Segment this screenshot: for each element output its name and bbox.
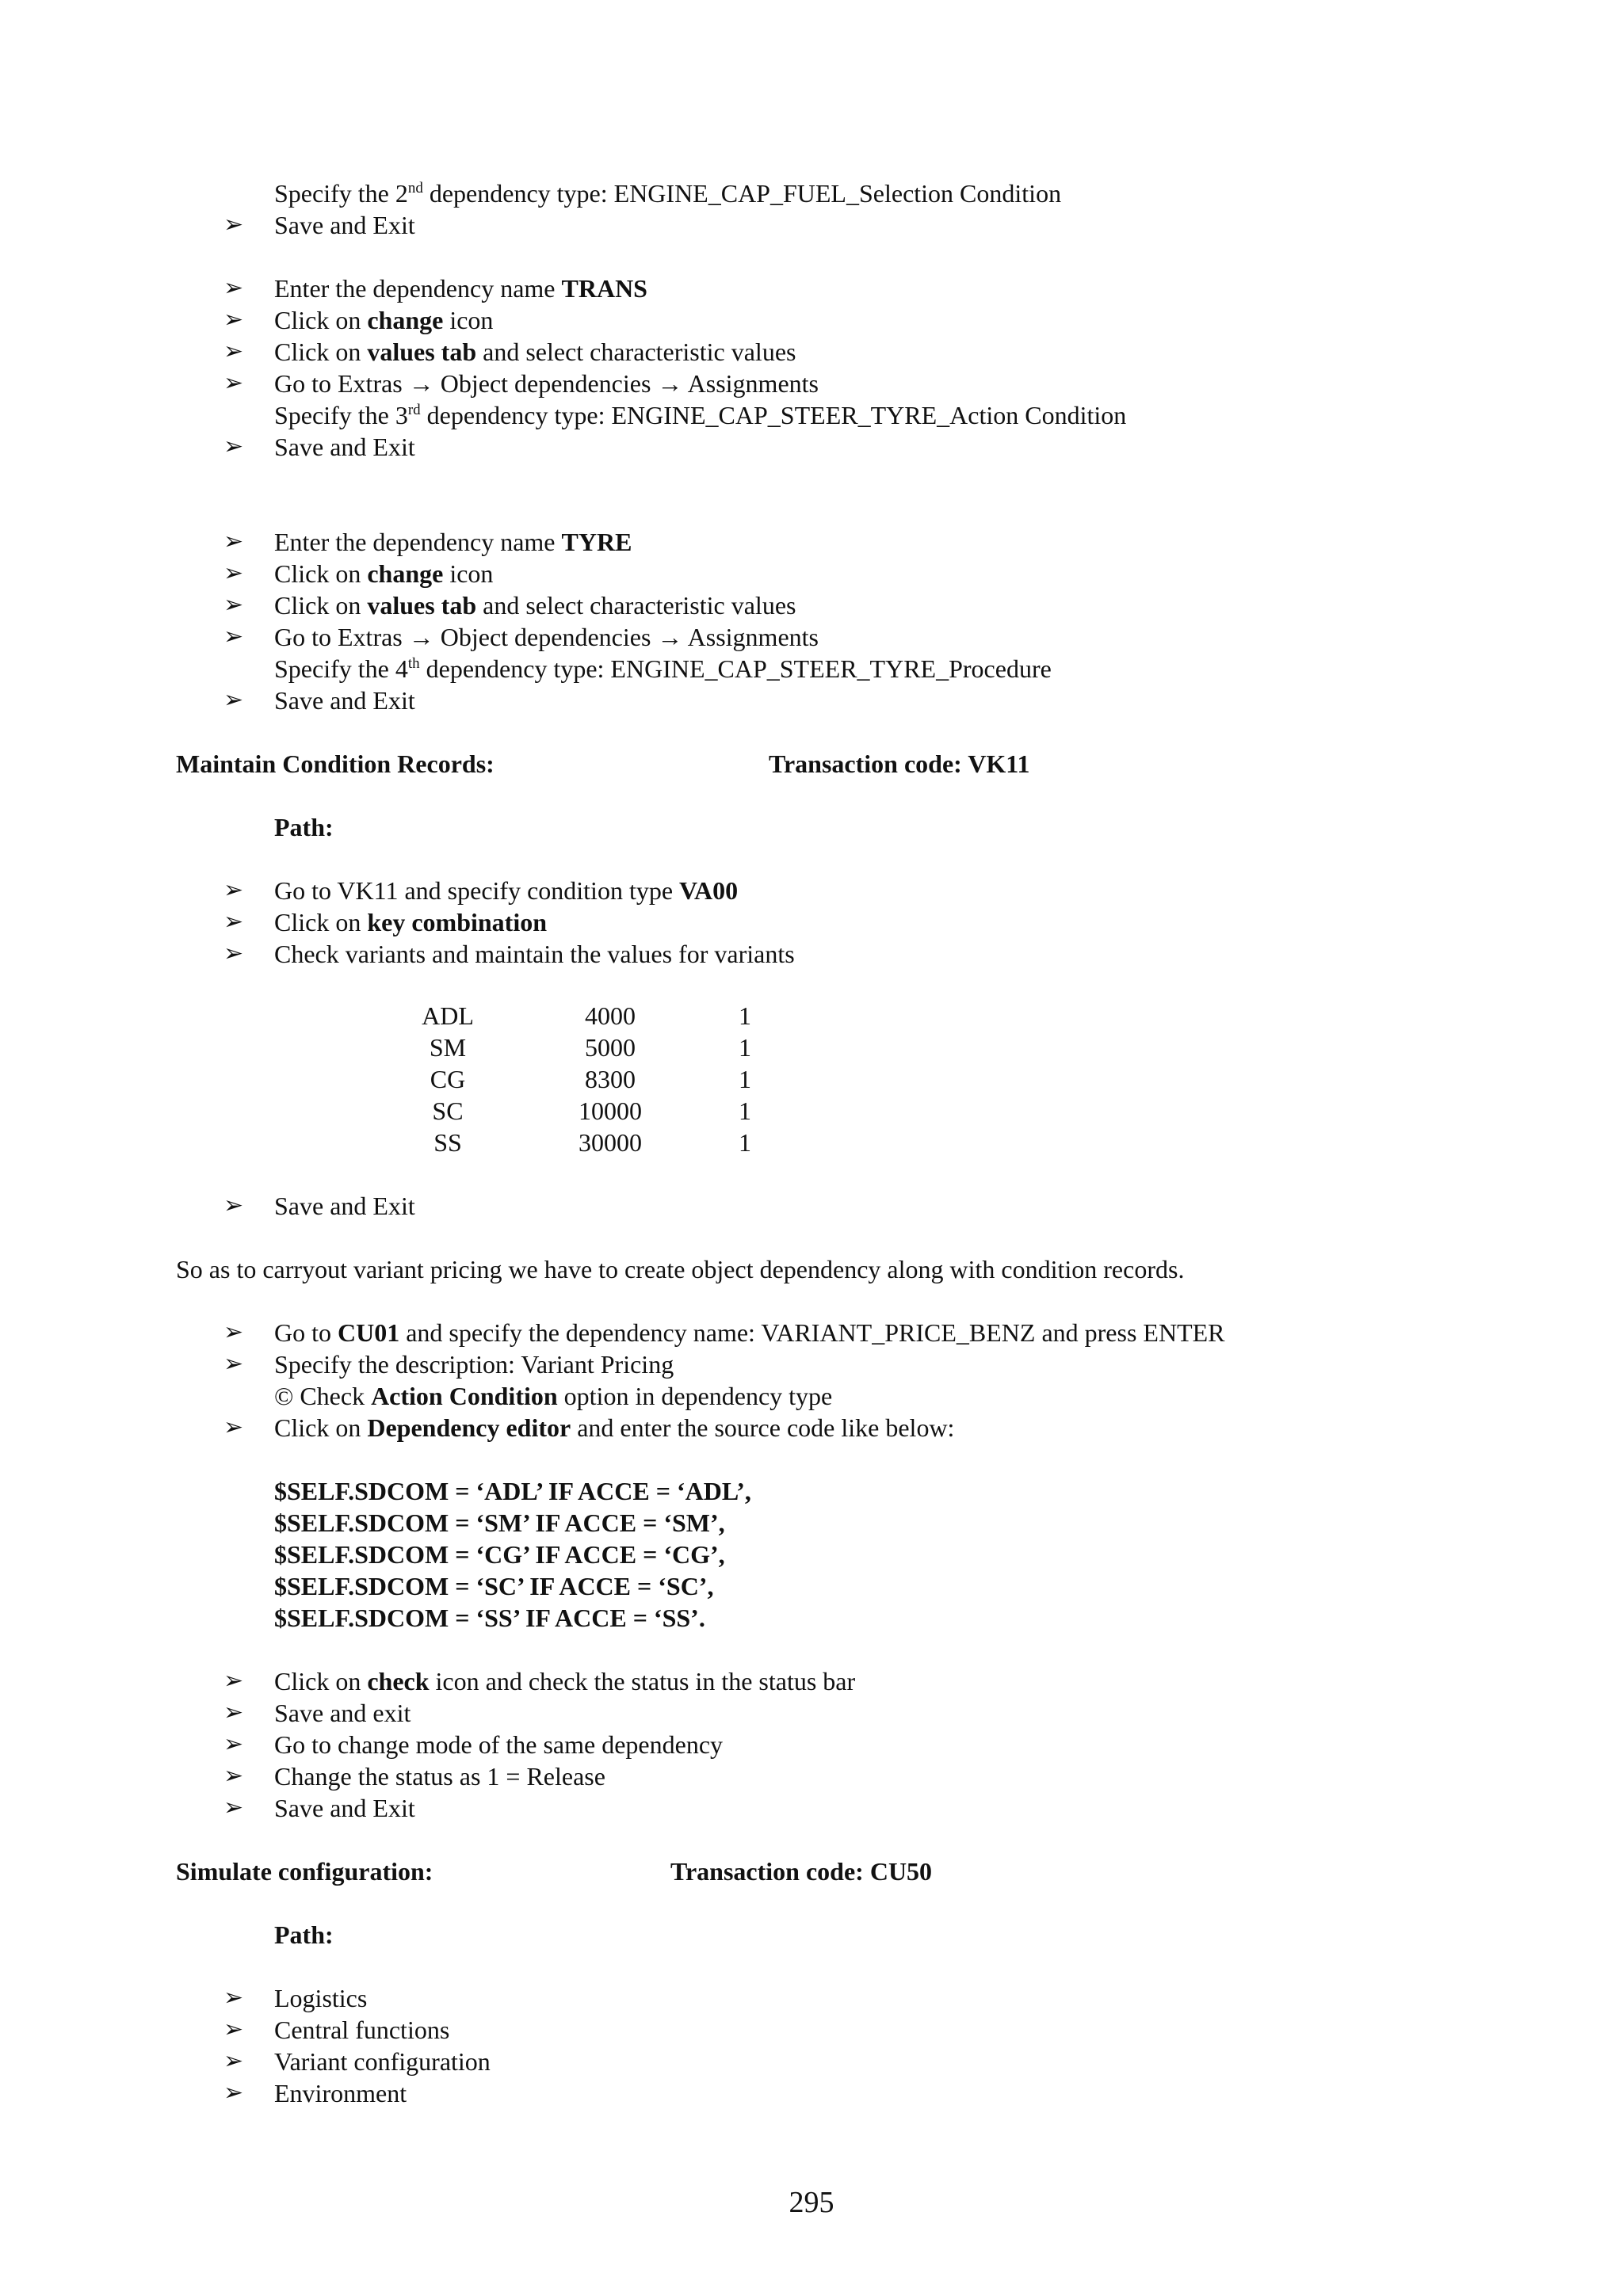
vk11-transaction-code: Transaction code: VK11 (769, 749, 1030, 778)
save-exit-tyre: Save and Exit (274, 686, 415, 715)
table-cell: 1 (739, 1033, 751, 1062)
cu01-description: Specify the description: Variant Pricing (274, 1350, 674, 1379)
bullet-arrow-icon: ➢ (223, 306, 244, 334)
table-cell: 1 (739, 1097, 751, 1125)
right-arrow-icon: → (657, 369, 683, 398)
table-cell: 10000 (579, 1097, 642, 1125)
table-cell: CG (430, 1065, 466, 1093)
vk11-path-label: Path: (274, 813, 334, 841)
table-cell: ADL (422, 1001, 474, 1030)
page-number: 295 (789, 2186, 834, 2219)
code-line: $SELF.SDCOM = ‘ADL’ IF ACCE = ‘ADL’, (274, 1477, 751, 1505)
goto-extras-trans: Go to Extras → Object dependencies → Assignments (274, 369, 819, 398)
vk11-heading: Maintain Condition Records: (176, 749, 495, 778)
bullet-arrow-icon: ➢ (223, 1730, 244, 1758)
path-item-logistics: Logistics (274, 1984, 368, 2012)
path-item-variant-configuration: Variant configuration (274, 2047, 491, 2076)
cu01-check-icon: Click on check icon and check the status in the status bar (274, 1667, 856, 1695)
bullet-arrow-icon: ➢ (223, 1413, 244, 1441)
bullet-arrow-icon: ➢ (223, 2016, 244, 2043)
bullet-arrow-icon: ➢ (223, 2047, 244, 2075)
code-line: $SELF.SDCOM = ‘SM’ IF ACCE = ‘SM’, (274, 1508, 725, 1537)
bullet-arrow-icon: ➢ (223, 559, 244, 587)
cu01-check-option: © Check Action Condition option in dependency type (274, 1382, 833, 1410)
right-arrow-icon: → (408, 369, 434, 398)
bullet-arrow-icon: ➢ (223, 2079, 244, 2107)
click-values-trans: Click on values tab and select characteristic values (274, 338, 796, 366)
spec-4th-dependency: Specify the 4th dependency type: ENGINE_CAP_STEER_TYRE_Procedure (274, 654, 1052, 683)
bullet-arrow-icon: ➢ (223, 1984, 244, 2012)
click-change-trans: Click on change icon (274, 306, 494, 334)
spec-3rd-dependency: Specify the 3rd dependency type: ENGINE_CAP_STEER_TYRE_Action Condition (274, 401, 1127, 429)
click-values-tyre: Click on values tab and select characteristic values (274, 591, 796, 620)
table-cell: 1 (739, 1065, 751, 1093)
vk11-check-variants: Check variants and maintain the values for variants (274, 940, 795, 968)
goto-extras-tyre: Go to Extras → Object dependencies → Assignments (274, 623, 819, 651)
enter-tyre: Enter the dependency name TYRE (274, 528, 632, 556)
cu50-heading: Simulate configuration: (176, 1857, 433, 1886)
bullet-arrow-icon: ➢ (223, 1762, 244, 1790)
table-cell: 1 (739, 1001, 751, 1030)
path-item-environment: Environment (274, 2079, 407, 2107)
right-arrow-icon: → (657, 623, 683, 651)
path-item-central-functions: Central functions (274, 2016, 450, 2044)
bullet-arrow-icon: ➢ (223, 1794, 244, 1821)
right-arrow-icon: → (408, 623, 434, 651)
vk11-goto: Go to VK11 and specify condition type VA00 (274, 876, 739, 905)
bullet-arrow-icon: ➢ (223, 686, 244, 714)
code-line: $SELF.SDCOM = ‘CG’ IF ACCE = ‘CG’, (274, 1540, 725, 1569)
cu50-path-label: Path: (274, 1920, 334, 1949)
bullet-arrow-icon: ➢ (223, 591, 244, 619)
table-cell: SM (429, 1033, 467, 1062)
bullet-arrow-icon: ➢ (223, 876, 244, 904)
cu50-transaction-code: Transaction code: CU50 (670, 1857, 933, 1886)
bullet-arrow-icon: ➢ (223, 1192, 244, 1219)
bullet-arrow-icon: ➢ (223, 274, 244, 302)
click-change-tyre: Click on change icon (274, 559, 494, 588)
cu01-change-mode: Go to change mode of the same dependency (274, 1730, 724, 1759)
code-line: $SELF.SDCOM = ‘SC’ IF ACCE = ‘SC’, (274, 1572, 714, 1600)
vk11-key-combination: Click on key combination (274, 908, 548, 936)
bullet-arrow-icon: ➢ (223, 1318, 244, 1346)
cu01-save-exit: Save and Exit (274, 1794, 415, 1822)
code-line: $SELF.SDCOM = ‘SS’ IF ACCE = ‘SS’. (274, 1604, 705, 1632)
table-cell: 30000 (579, 1128, 642, 1157)
bullet-arrow-icon: ➢ (223, 528, 244, 555)
cu01-change-status: Change the status as 1 = Release (274, 1762, 605, 1791)
bullet-arrow-icon: ➢ (223, 1699, 244, 1726)
bullet-arrow-icon: ➢ (223, 908, 244, 936)
vk11-save-exit: Save and Exit (274, 1192, 415, 1220)
enter-trans: Enter the dependency name TRANS (274, 274, 647, 303)
save-exit-trans: Save and Exit (274, 433, 415, 461)
cu01-goto: Go to CU01 and specify the dependency name: VARIANT_PRICE_BENZ and press ENTER (274, 1318, 1225, 1347)
bullet-arrow-icon: ➢ (223, 1350, 244, 1378)
table-cell: 8300 (585, 1065, 636, 1093)
table-cell: 4000 (585, 1001, 636, 1030)
table-cell: 5000 (585, 1033, 636, 1062)
bullet-arrow-icon: ➢ (223, 623, 244, 650)
bullet-arrow-icon: ➢ (223, 940, 244, 967)
bullet-arrow-icon: ➢ (223, 338, 244, 365)
cu01-save-and-exit: Save and exit (274, 1699, 411, 1727)
table-cell: 1 (739, 1128, 751, 1157)
table-cell: SC (432, 1097, 464, 1125)
bullet-arrow-icon: ➢ (223, 211, 244, 238)
variant-pricing-paragraph: So as to carryout variant pricing we have to create object dependency along with condition records. (176, 1255, 1185, 1283)
bullet-arrow-icon: ➢ (223, 433, 244, 460)
save-exit-1: Save and Exit (274, 211, 415, 239)
spec-2nd-dependency: Specify the 2nd dependency type: ENGINE_CAP_FUEL_Selection Condition (274, 179, 1062, 208)
table-cell: SS (433, 1128, 462, 1157)
cu01-dependency-editor: Click on Dependency editor and enter the source code like below: (274, 1413, 955, 1442)
bullet-arrow-icon: ➢ (223, 1667, 244, 1695)
bullet-arrow-icon: ➢ (223, 369, 244, 397)
